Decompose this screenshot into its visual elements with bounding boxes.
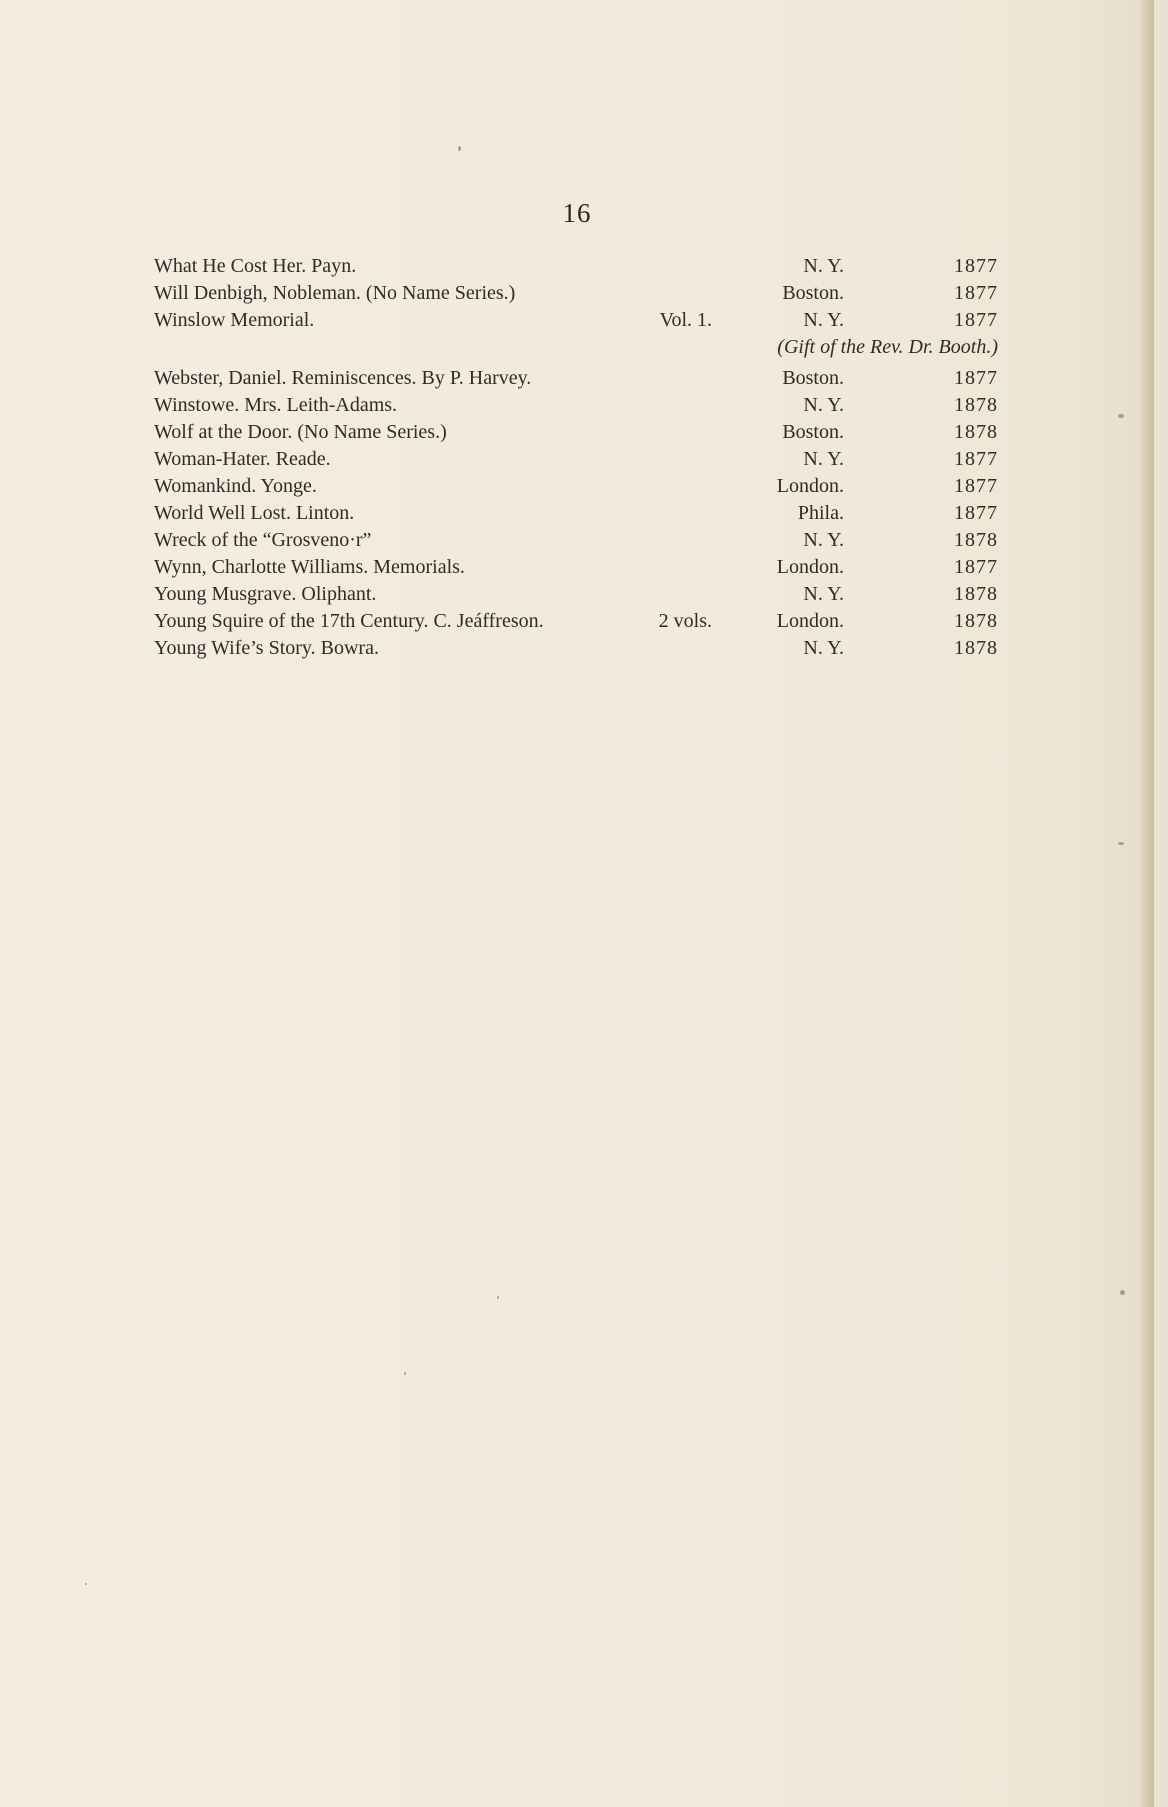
catalog-entry xyxy=(154,253,998,280)
entry-title: World Well Lost. Linton. xyxy=(154,502,355,524)
page-number: 16 xyxy=(562,198,592,228)
entry-place: London. xyxy=(776,556,844,578)
catalog-entry xyxy=(154,635,998,662)
entry-year: 1877 xyxy=(954,448,998,470)
entry-year: 1878 xyxy=(954,610,998,632)
entry-title: Wynn, Charlotte Williams. Memorials. xyxy=(154,556,465,578)
entry-year: 1877 xyxy=(954,367,998,389)
entry-title: Wreck of the “Grosveno·r” xyxy=(154,529,372,551)
entry-place: Boston. xyxy=(782,282,844,304)
catalog-entry xyxy=(154,554,998,581)
entry-place: N. Y. xyxy=(803,583,844,605)
catalog-entry xyxy=(154,527,998,554)
paper-speck xyxy=(497,1296,499,1299)
catalog-entry xyxy=(154,365,998,392)
gift-note-line xyxy=(154,334,998,361)
paper-speck xyxy=(458,146,461,151)
entry-title: Will Denbigh, Nobleman. (No Name Series.) xyxy=(154,282,516,304)
entry-place: N. Y. xyxy=(803,529,844,551)
entry-year: 1878 xyxy=(954,529,998,551)
entry-place: N. Y. xyxy=(803,255,844,277)
entry-year: 1877 xyxy=(954,309,998,331)
entry-year: 1877 xyxy=(954,502,998,524)
catalog-entry xyxy=(154,307,998,334)
entry-title: Winstowe. Mrs. Leith-Adams. xyxy=(154,394,398,416)
catalog-entry xyxy=(154,419,998,446)
entry-volumes: Vol. 1. xyxy=(659,309,712,331)
entry-title: Wolf at the Door. (No Name Series.) xyxy=(154,421,447,443)
entry-title: Young Musgrave. Oliphant. xyxy=(154,583,377,605)
paper-speck xyxy=(1120,1290,1125,1295)
catalog-entry xyxy=(154,608,998,635)
entry-place: Boston. xyxy=(782,367,844,389)
entry-place: London. xyxy=(776,475,844,497)
entry-year: 1878 xyxy=(954,421,998,443)
entry-year: 1878 xyxy=(954,583,998,605)
paper-speck xyxy=(1118,842,1124,845)
catalog-entry xyxy=(154,500,998,527)
entry-place: Phila. xyxy=(797,502,844,524)
entry-place: Boston. xyxy=(782,421,844,443)
entry-title: Womankind. Yonge. xyxy=(154,475,317,497)
entry-year: 1877 xyxy=(954,282,998,304)
entry-year: 1878 xyxy=(954,637,998,659)
catalog-entry xyxy=(154,446,998,473)
entry-year: 1877 xyxy=(954,556,998,578)
entry-title: Young Wife’s Story. Bowra. xyxy=(154,637,379,659)
catalog-entry xyxy=(154,581,998,608)
entry-place: N. Y. xyxy=(803,394,844,416)
paper-speck xyxy=(1118,414,1124,418)
entry-place: N. Y. xyxy=(803,448,844,470)
catalog-entry xyxy=(154,392,998,419)
entry-title: Young Squire of the 17th Century. C. Jeáffreson. xyxy=(154,610,544,632)
entry-title: Webster, Daniel. Reminiscences. By P. Harvey. xyxy=(154,367,532,389)
entry-year: 1877 xyxy=(954,255,998,277)
gift-note: (Gift of the Rev. Dr. Booth.) xyxy=(777,336,998,358)
entry-title: Woman-Hater. Reade. xyxy=(154,448,331,470)
paper-speck xyxy=(404,1372,406,1375)
entry-title: Winslow Memorial. xyxy=(154,309,315,331)
entry-volumes: 2 vols. xyxy=(658,610,712,632)
entry-place: N. Y. xyxy=(803,309,844,331)
entry-title: What He Cost Her. Payn. xyxy=(154,255,357,277)
paper-speck xyxy=(85,1583,87,1585)
catalog-entry xyxy=(154,473,998,500)
entry-year: 1878 xyxy=(954,394,998,416)
entry-place: London. xyxy=(776,610,844,632)
page-edge xyxy=(1140,0,1154,1807)
entry-year: 1877 xyxy=(954,475,998,497)
entry-place: N. Y. xyxy=(803,637,844,659)
catalog-entry xyxy=(154,280,998,307)
